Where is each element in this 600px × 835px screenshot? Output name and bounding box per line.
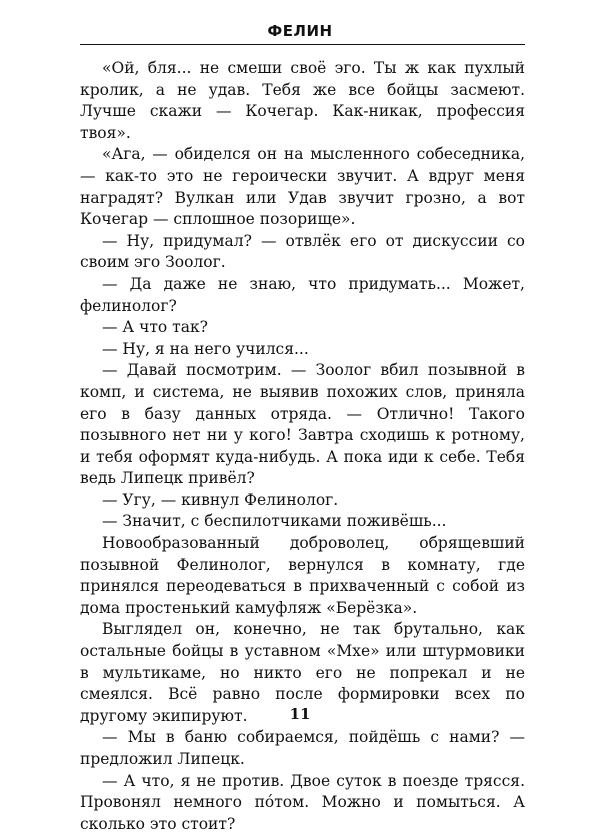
running-header: ФЕЛИН xyxy=(267,22,333,40)
paragraph: — Ну, придумал? — отвлёк его от дискуссии со своим эго Зоолог. xyxy=(80,231,525,272)
paragraph: — А что так? xyxy=(102,318,208,337)
paragraph: — Угу, — кивнул Фелинолог. xyxy=(102,490,339,509)
paragraph: — Ну, я на него учился... xyxy=(102,339,309,358)
paragraph: «Ой, бля... не смеши своё эго. Ты ж как пухлый кролик, а не удав. Тебя же все бойцы засмеют. Лучше скажи — Кочегар. Как-никак, профессия твоя». xyxy=(80,59,525,142)
paragraph: — А что, я не против. Двое суток в поезде трясся. Провонял немного пóтом. Можно и помыться. А сколько это стоит? xyxy=(80,771,525,833)
header-rule xyxy=(80,44,525,45)
paragraph: Новообразованный доброволец, обрящевший позывной Фелинолог, вернулся в комнату, где принялся переодеваться в прихваченный с собой из дома простенький камуфляж «Берёзка». xyxy=(80,534,525,617)
paragraph: — Да даже не знаю, что придумать... Может, фелинолог? xyxy=(80,274,525,315)
paragraph: — Давай посмотрим. — Зоолог вбил позывной в комп, и система, не выявив похожих слов, приняла его в базу данных отряда. — Отлично! Такого позывного нет ни у кого! Завтра сходишь к ротному, и тебя оформят куда-нибудь. А пока иди к себе. Тебя ведь Липецк привёл? xyxy=(80,361,525,488)
paragraph: — Значит, с беспилотчиками поживёшь... xyxy=(102,512,447,531)
paragraph: Выглядел он, конечно, не так брутально, как остальные бойцы в уставном «Мхе» или штурмовики в мультикаме, но никто его не попрекал и не смеялся. Всё равно после формировки всех по другому экипируют. xyxy=(80,620,525,725)
page-number: 11 xyxy=(289,705,311,723)
paragraph: — Мы в баню собираемся, пойдёшь с нами? — предложил Липецк. xyxy=(80,728,525,768)
paragraph: «Ага, — обиделся он на мысленного собеседника, — как-то это не героически звучит. А вдруг меня наградят? Вулкан или Удав звучит грозно, а вот Кочегар — сплошное позорище». xyxy=(80,145,525,229)
